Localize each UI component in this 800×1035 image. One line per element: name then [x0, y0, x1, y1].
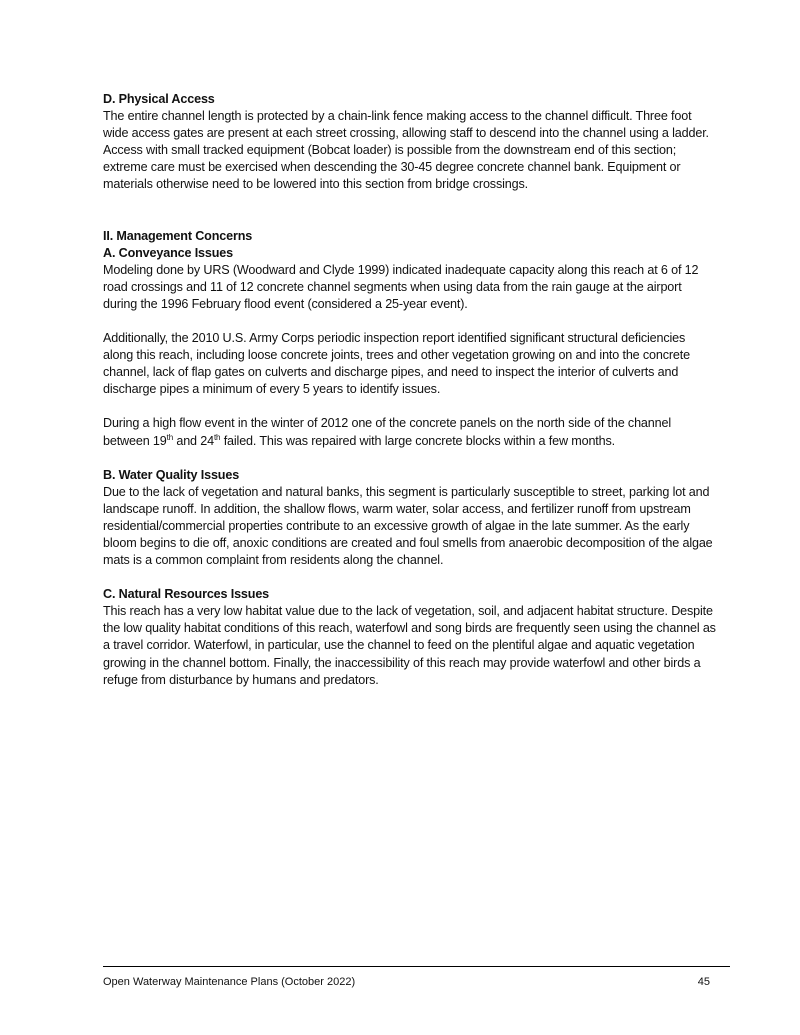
footer-divider [103, 966, 730, 967]
superscript-th-19: th [166, 432, 173, 442]
paragraph-natural-resources: This reach has a very low habitat value due to the lack of vegetation, soil, and adjacent habitat structure. Despite the low quality habitat conditions of this reach, waterfowl and song birds are frequently seen using the channel as a travel corridor. Waterfowl, in particular, use the channel to feed on the plentiful algae and aquatic vegetation growing in the channel bottom. Finally, the inaccessibility of this reach may provide waterfowl and other birds a refuge from disturbance by humans and predators. [103, 604, 716, 687]
heading-management-concerns: II. Management Concerns [103, 228, 253, 243]
high-flow-text-a: During a high flow event in the winter of 2012 one of the concrete panels on the north side of the channel between 19 [103, 416, 672, 448]
paragraph-army-corps-inspection: Additionally, the 2010 U.S. Army Corps periodic inspection report identified significant structural deficiencies along this reach, including loose concrete joints, trees and other vegetation growing on and into the concrete channel, lack of flap gates on culverts and discharge pipes, and need to inspect the interior of culverts and discharge pipes a minimum of every 5 years to identify issues. [103, 331, 690, 397]
paragraph-water-quality: Due to the lack of vegetation and natural banks, this segment is particularly susceptible to street, parking lot and landscape runoff. In addition, the shallow flows, warm water, solar access, and fertilizer runoff from upstream residential/commercial properties contribute to an excessive growth of algae in the late summer. As the early bloom begins to die off, anoxic conditions are created and foul smells from anaerobic decomposition of the algae mats is a common complaint from residents along the channel. [103, 484, 713, 568]
heading-conveyance-issues: A. Conveyance Issues [103, 245, 233, 260]
high-flow-text-c: failed. This was repaired with large concrete blocks within a few months. [220, 433, 615, 448]
paragraph-high-flow-event [103, 415, 718, 449]
heading-natural-resources-issues: C. Natural Resources Issues [103, 587, 270, 602]
footer-page-number: 45 [697, 976, 710, 988]
superscript-th-24: th [213, 432, 221, 442]
high-flow-text-b: and 24 [173, 433, 214, 448]
footer-document-title: Open Waterway Maintenance Plans (October 2022) [103, 976, 356, 988]
paragraph-conveyance-modeling: Modeling done by URS (Woodward and Clyde 1999) indicated inadequate capacity along this reach at 6 of 12 road crossings and 11 of 12 concrete channel segments when using data from the rain gauge at the airport during the 1996 February flood event (considered a 25-year event). [103, 262, 699, 311]
heading-physical-access: D. Physical Access [103, 92, 215, 106]
page-content [103, 91, 718, 689]
heading-water-quality-issues: B. Water Quality Issues [103, 467, 240, 482]
paragraph-physical-access: The entire channel length is protected by a chain-link fence making access to the channel difficult. Three foot wide access gates are present at each street crossing, allowing staff to descend into the channel using a ladder. Access with small tracked equipment (Bobcat loader) is possible from the downstream end of this section; extreme care must be exercised when descending the 30-45 degree concrete channel bank. Equipment or materials otherwise need to be lowered into this section from bridge crossings. [103, 109, 709, 192]
